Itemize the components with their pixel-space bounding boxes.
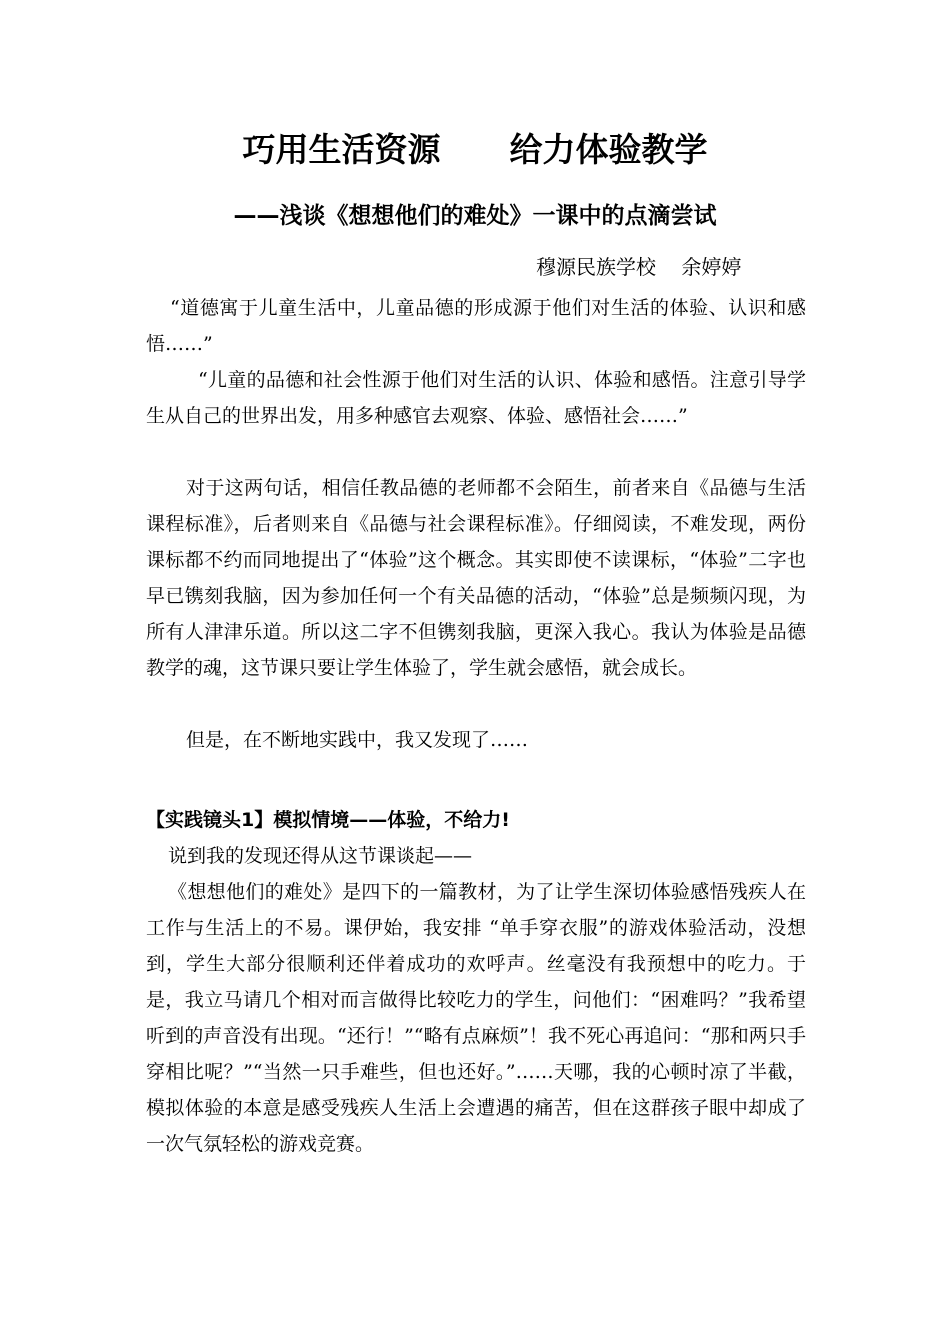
document-subtitle: ——浅谈《想想他们的难处》一课中的点滴尝试 <box>233 203 717 229</box>
body-paragraph-1: 对于这两句话，相信任教品德的老师都不会陌生，前者来自《品德与生活课程标准》，后者则来自《品德与社会课程标准》。仔细阅读，不难发现，两份课标都不约而同地提出了“体验”这个概念。其实即使不读课标，“体验”二字也早已镌刻我脑，因为参加任何一个有关品德的活动，“体验”总是频频闪现，为所有人津津乐道。所以这二字不但镌刻我脑，更深入我心。我认为体验是品德教学的魂，这节课只要让学生体验了，学生就会感悟，就会成长。 <box>146 477 806 679</box>
quote-paragraph-1: “道德寓于儿童生活中，儿童品德的形成源于他们对生活的体验、认识和感悟……” <box>146 297 806 355</box>
document-title: 巧用生活资源 给力体验教学 <box>242 130 708 169</box>
author-line: 穆源民族学校 余婷婷 <box>536 255 742 279</box>
quote-paragraph-2: “儿童的品德和社会性源于他们对生活的认识、体验和感悟。注意引导学生从自己的世界出发，用多种感官去观察、体验、感悟社会……” <box>146 369 806 427</box>
section-1-paragraph-1: 说到我的发现还得从这节课谈起—— <box>168 845 473 867</box>
body-paragraph-2: 但是，在不断地实践中，我又发现了…… <box>186 729 529 751</box>
section-heading-1: 【实践镜头1】模拟情境——体验，不给力! <box>146 809 510 831</box>
section-1-paragraph-2: 《想想他们的难处》是四下的一篇教材，为了让学生深切体验感悟残疾人在工作与生活上的不易。课伊始，我安排 “单手穿衣服”的游戏体验活动，没想到，学生大部分很顺利还伴着成功的欢呼声。丝毫没有我预想中的吃力。于是，我立马请几个相对而言做得比较吃力的学生，问他们：“困难吗？”我希望听到的声音没有出现。“还行！”“略有点麻烦”！我不死心再追问：“那和两只手穿相比呢？”“当然一只手难些，但也还好。”……天哪，我的心顿时凉了半截，模拟体验的本意是感受残疾人生活上会遭遇的痛苦，但在这群孩子眼中却成了一次气氛轻松的游戏竞赛。 <box>146 881 806 1155</box>
